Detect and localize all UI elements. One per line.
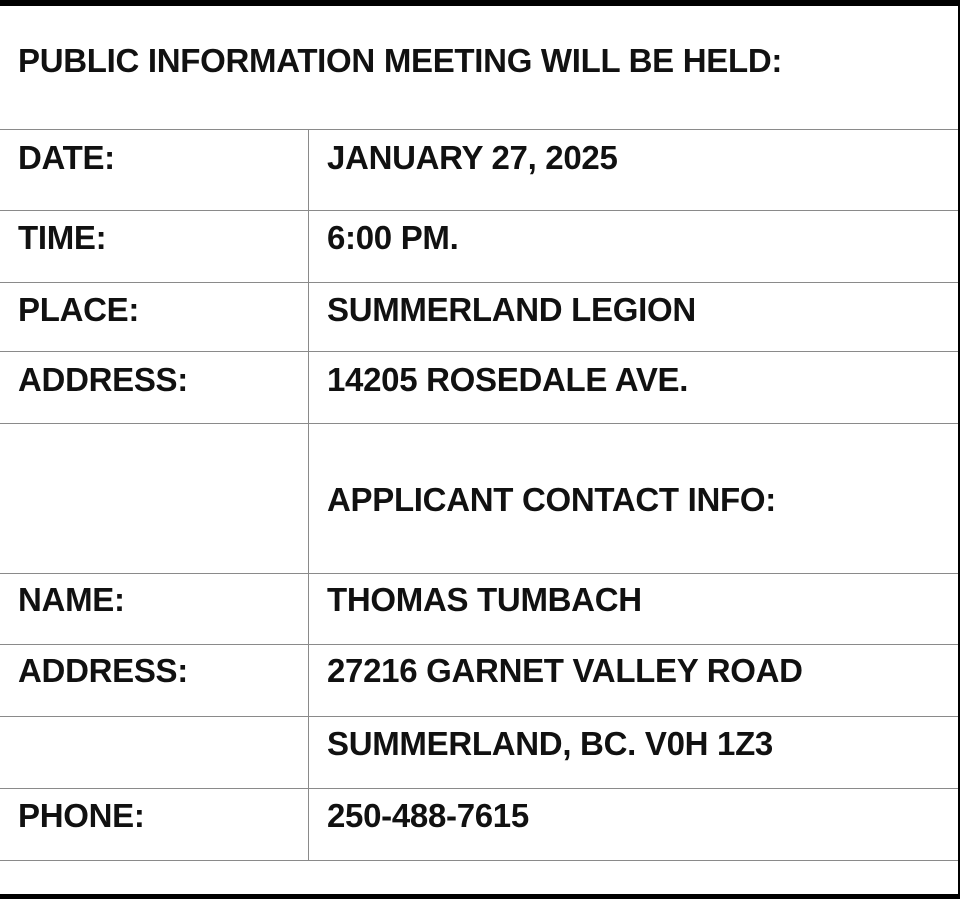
table-divider	[0, 282, 958, 283]
date-label: DATE:	[18, 139, 115, 176]
table-divider	[0, 423, 958, 424]
time-value: 6:00 PM.	[327, 219, 459, 256]
place-value: SUMMERLAND LEGION	[327, 291, 696, 328]
table-divider	[0, 788, 958, 789]
table-divider	[0, 644, 958, 645]
table-divider	[0, 210, 958, 211]
table-divider	[0, 573, 958, 574]
place-label: PLACE:	[18, 291, 140, 328]
date-value: JANUARY 27, 2025	[327, 139, 618, 176]
applicant-heading: APPLICANT CONTACT INFO:	[327, 481, 776, 518]
time-label: TIME:	[18, 219, 107, 256]
notice-title: PUBLIC INFORMATION MEETING WILL BE HELD:	[18, 42, 783, 79]
applicant-address-line1: 27216 GARNET VALLEY ROAD	[327, 652, 803, 689]
column-divider	[308, 129, 309, 860]
applicant-address-label: ADDRESS:	[18, 652, 188, 689]
meeting-address-value: 14205 ROSEDALE AVE.	[327, 361, 689, 398]
table-divider	[0, 351, 958, 352]
table-divider	[0, 716, 958, 717]
name-value: THOMAS TUMBACH	[327, 581, 642, 618]
phone-value: 250-488-7615	[327, 797, 529, 834]
table-divider	[0, 860, 958, 861]
applicant-address-line2: SUMMERLAND, BC. V0H 1Z3	[327, 725, 773, 762]
phone-label: PHONE:	[18, 797, 145, 834]
name-label: NAME:	[18, 581, 125, 618]
meeting-address-label: ADDRESS:	[18, 361, 188, 398]
table-divider	[0, 129, 958, 130]
notice-sheet	[0, 6, 958, 894]
